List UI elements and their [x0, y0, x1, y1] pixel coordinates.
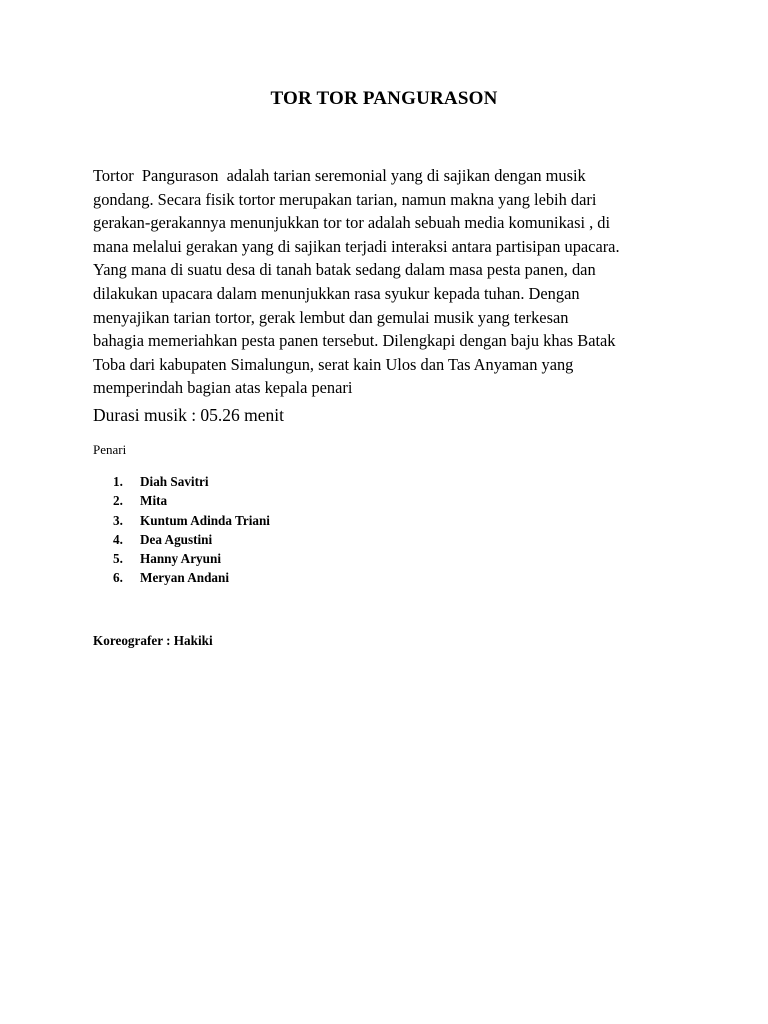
- choreographer-credit: Koreografer : Hakiki: [93, 633, 213, 648]
- list-item: [93, 530, 270, 549]
- paragraph-line: memperindah bagian atas kepala penari: [93, 378, 353, 398]
- list-item: [93, 491, 270, 510]
- list-number: 2.: [113, 493, 123, 509]
- description-paragraph: [93, 164, 683, 400]
- document-title: TOR TOR PANGURASON: [270, 88, 498, 109]
- paragraph-line: mana melalui gerakan yang di sajikan terjadi interaksi antara partisipan upacara.: [93, 236, 620, 256]
- dancers-heading: Penari: [93, 442, 127, 457]
- list-item: [93, 568, 270, 587]
- list-number: 4.: [113, 531, 123, 547]
- paragraph-line: Toba dari kabupaten Simalungun, serat kain Ulos dan Tas Anyaman yang: [93, 354, 574, 374]
- list-item: [93, 472, 270, 491]
- dancer-name: Dea Agustini: [140, 531, 213, 547]
- paragraph-line: Yang mana di suatu desa di tanah batak sedang dalam masa pesta panen, dan: [93, 260, 596, 280]
- dancer-name: Mita: [140, 493, 168, 509]
- dancer-name: Hanny Aryuni: [140, 551, 221, 567]
- paragraph-line: Tortor Pangurason adalah tarian seremonial yang di sajikan dengan musik: [93, 166, 586, 185]
- dancer-name: Meryan Andani: [140, 570, 230, 586]
- dancers-list: [93, 472, 270, 588]
- paragraph-line: menyajikan tarian tortor, gerak lembut dan gemulai musik yang terkesan: [93, 307, 569, 327]
- dancer-name: Kuntum Adinda Triani: [140, 512, 270, 528]
- dancer-name: Diah Savitri: [140, 474, 209, 489]
- music-duration: Durasi musik : 05.26 menit: [93, 405, 285, 425]
- list-item: [93, 511, 270, 530]
- paragraph-line: dilakukan upacara dalam menunjukkan rasa syukur kepada tuhan. Dengan: [93, 283, 580, 303]
- list-number: 6.: [113, 570, 123, 586]
- paragraph-line: gondang. Secara fisik tortor merupakan tarian, namun makna yang lebih dari: [93, 189, 597, 209]
- list-number: 3.: [113, 512, 123, 528]
- list-number: 1.: [113, 474, 123, 489]
- paragraph-line: bahagia memeriahkan pesta panen tersebut. Dilengkapi dengan baju khas Batak: [93, 331, 616, 351]
- list-number: 5.: [113, 551, 123, 567]
- paragraph-line: gerakan-gerakannya menunjukkan tor tor adalah sebuah media komunikasi , di: [93, 213, 611, 233]
- list-item: [93, 549, 270, 568]
